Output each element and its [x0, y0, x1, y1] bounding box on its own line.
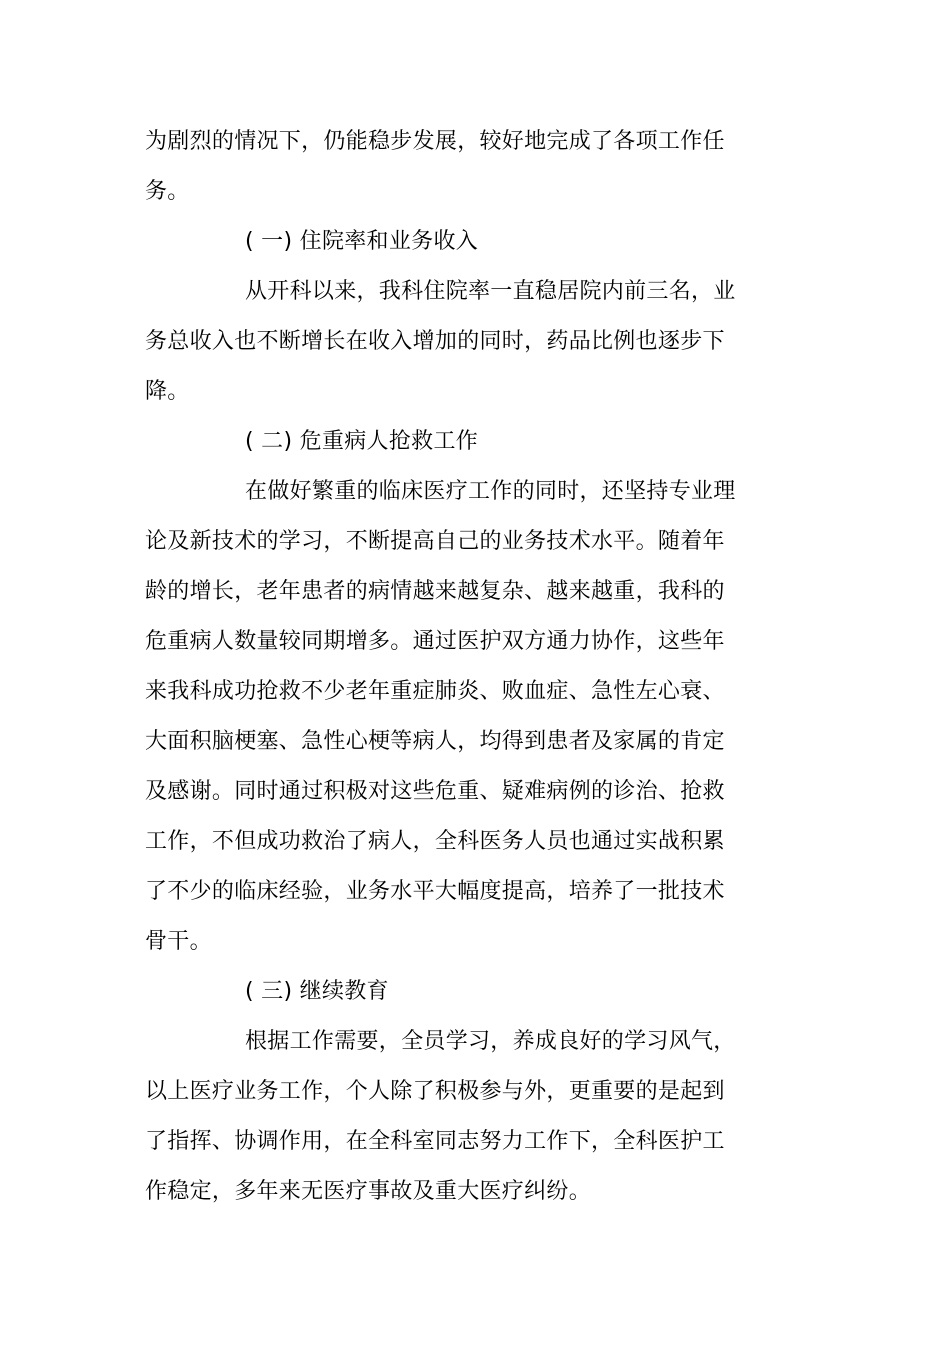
paragraph-line: 为剧烈的情况下，仍能稳步发展，较好地完成了各项工作任 [145, 129, 725, 154]
paragraph-line: 以上医疗业务工作，个人除了积极参与外，更重要的是起到 [145, 1079, 725, 1104]
paragraph-line: 论及新技术的学习，不断提高自己的业务技术水平。随着年 [145, 529, 725, 554]
paragraph-line: 务总收入也不断增长在收入增加的同时，药品比例也逐步下 [145, 329, 725, 354]
paragraph-line: 龄的增长，老年患者的病情越来越复杂、越来越重，我科的 [145, 579, 725, 604]
section-heading: ( 一) 住院率和业务收入 [245, 229, 479, 254]
paragraph-line: 根据工作需要，全员学习，养成良好的学习风气， [245, 1029, 736, 1054]
section-heading: ( 三) 继续教育 [245, 979, 389, 1004]
paragraph-line: 降。 [145, 379, 190, 404]
paragraph-line: 了不少的临床经验，业务水平大幅度提高，培养了一批技术 [145, 879, 725, 904]
paragraph-line: 及感谢。同时通过积极对这些危重、疑难病例的诊治、抢救 [145, 779, 725, 804]
paragraph-line: 工作，不但成功救治了病人，全科医务人员也通过实战积累 [145, 829, 725, 854]
paragraph-line: 务。 [145, 179, 190, 204]
paragraph-line: 在做好繁重的临床医疗工作的同时，还坚持专业理 [245, 479, 736, 504]
paragraph-line: 骨干。 [145, 929, 212, 954]
paragraph-line: 来我科成功抢救不少老年重症肺炎、败血症、急性左心衰、 [145, 679, 725, 704]
paragraph-line: 从开科以来，我科住院率一直稳居院内前三名，业 [245, 279, 736, 304]
paragraph-line: 大面积脑梗塞、急性心梗等病人，均得到患者及家属的肯定 [145, 729, 725, 754]
paragraph-line: 危重病人数量较同期增多。通过医护双方通力协作，这些年 [145, 629, 725, 654]
paragraph-line: 作稳定，多年来无医疗事故及重大医疗纠纷。 [145, 1179, 592, 1204]
section-heading: ( 二) 危重病人抢救工作 [245, 429, 479, 454]
paragraph-line: 了指挥、协调作用，在全科室同志努力工作下，全科医护工 [145, 1129, 725, 1154]
